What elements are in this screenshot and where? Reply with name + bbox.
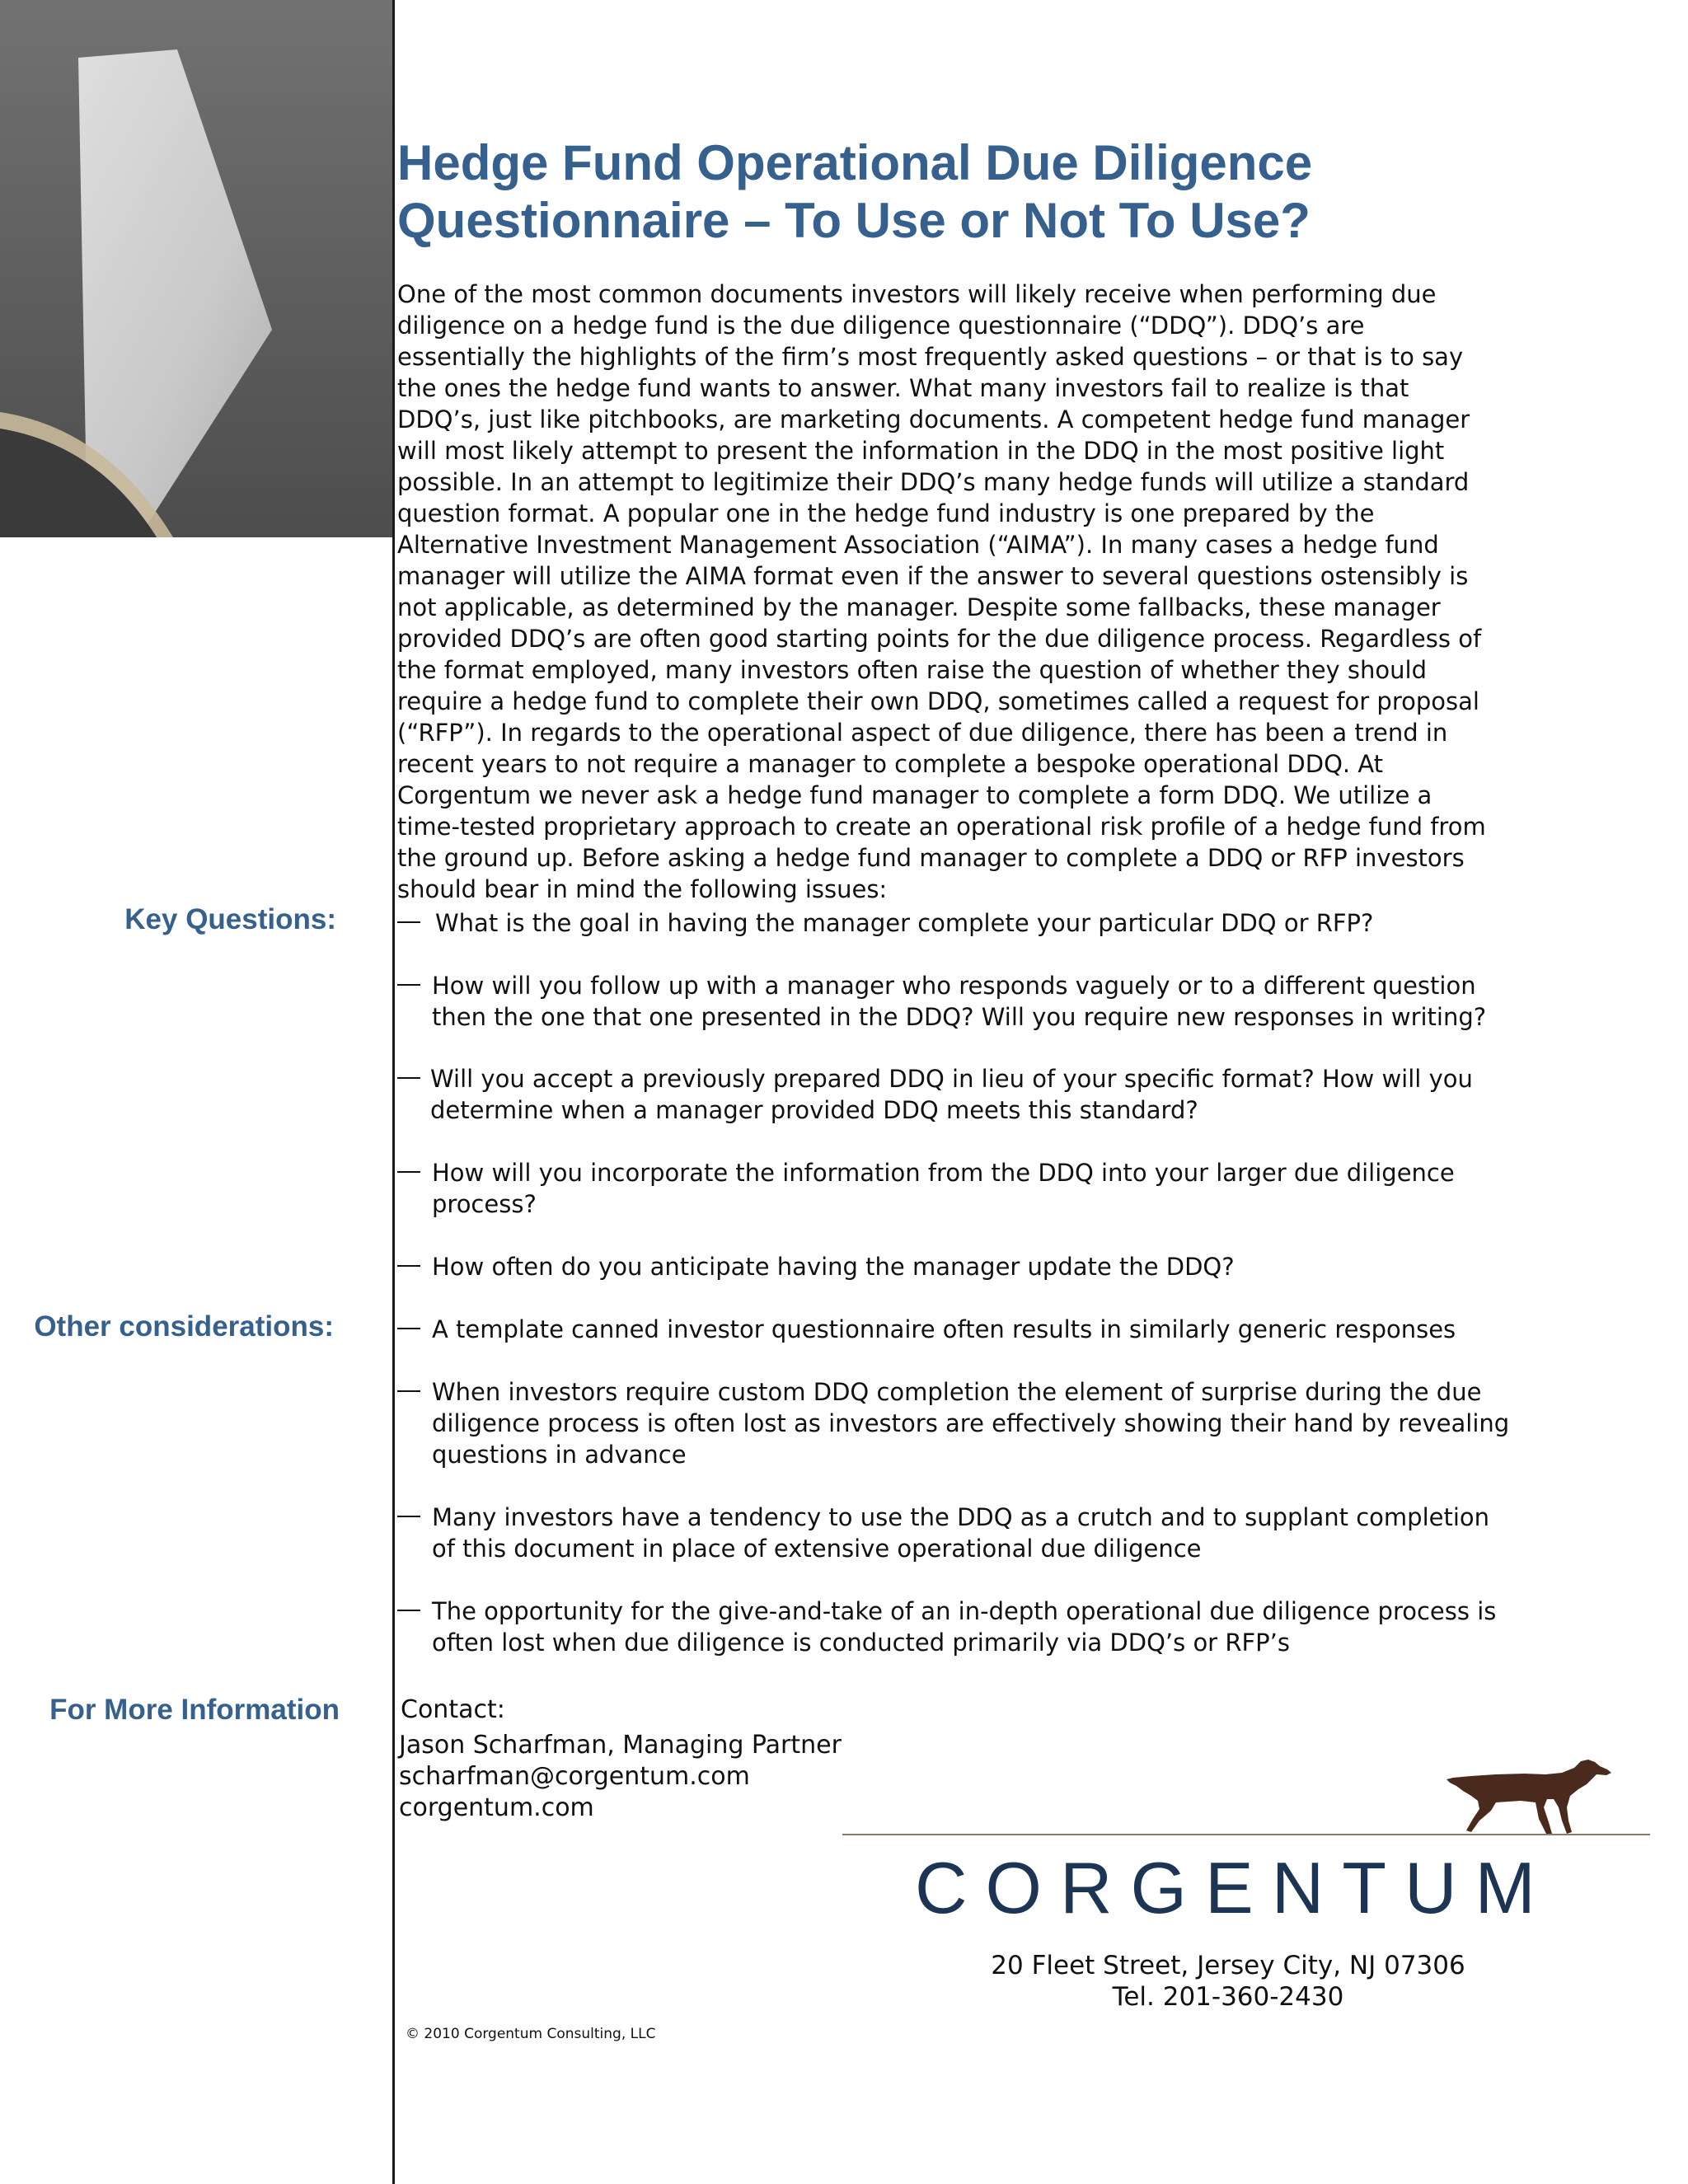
copyright: © 2010 Corgentum Consulting, LLC	[406, 2026, 656, 2042]
consideration-item: When investors require custom DDQ completion the element of surprise during the due diligence process is often lost as investors are effectively showing their hand by revealing questions in advance	[397, 1376, 1518, 1470]
key-question-item: Will you accept a previously prepared DDQ in lieu of your specific format? How will you determine when a manager provided DDQ meets this standard?	[397, 1063, 1518, 1126]
title-line-1: Hedge Fund Operational Due Diligence	[397, 135, 1313, 190]
pointer-dog-icon	[1447, 1760, 1620, 1842]
consideration-item: The opportunity for the give-and-take of an in-depth operational due diligence process is often lost when due diligence is conducted primarily via DDQ’s or RFP’s	[397, 1596, 1518, 1658]
intro-paragraph: One of the most common documents investors will likely receive when performing due diligence on a hedge fund is the due diligence questionnaire (“DDQ”). DDQ’s are essentially the highlights of the firm’s most frequently asked questions – or that is to say the ones the hedge fund wants to answer. What many investors fail to realize is that DDQ’s, just like pitchbooks, are marketing documents. A competent hedge fund manager will most likely attempt to present the information in the DDQ in the most positive light possible. In an attempt to legitimize their DDQ’s many hedge funds will utilize a standard question format. A popular one in the hedge fund industry is one prepared by the Alternative Investment Management Association (“AIMA”). In many cases a hedge fund manager will utilize the AIMA format even if the answer to several questions ostensibly is not applicable, as determined by the manager. Despite some fallbacks, these manager provided DDQ’s are often good starting points for the due diligence process. Regardless of the format employed, many investors often raise the question of whether they should require a hedge fund to complete their own DDQ, sometimes called a request for proposal (“RFP”). In regards to the operational aspect of due diligence, there has been a trend in recent years to not require a manager to complete a bespoke operational DDQ. At Corgentum we never ask a hedge fund manager to complete a form DDQ. We utilize a time-tested proprietary approach to create an operational risk profile of a hedge fund from the ground up. Before asking a hedge fund manager to complete a DDQ or RFP investors should bear in mind the following issues:	[397, 280, 1486, 903]
address-tel: Tel. 201-360-2430	[1112, 1982, 1344, 2012]
dash-bullet-icon	[397, 1265, 420, 1267]
company-wordmark: CORGENTUM	[915, 1847, 1554, 1929]
title-line-2: Questionnaire – To Use or Not To Use?	[397, 193, 1311, 248]
address-street: 20 Fleet Street, Jersey City, NJ 07306	[991, 1951, 1465, 1980]
consideration-item: Many investors have a tendency to use the DDQ as a crutch and to supplant completion of this document in place of extensive operational due diligence	[397, 1502, 1518, 1564]
key-question-item: How often do you anticipate having the manager update the DDQ?	[397, 1251, 1518, 1282]
dash-bullet-icon	[397, 1516, 420, 1517]
contact-email[interactable]: scharfman@corgentum.com	[399, 1762, 750, 1791]
page-title	[397, 134, 1551, 250]
dash-bullet-icon	[397, 1077, 420, 1079]
consideration-item: A template canned investor questionnaire often results in similarly generic responses	[397, 1314, 1518, 1345]
dash-bullet-icon	[397, 984, 420, 986]
dash-bullet-icon	[397, 1610, 420, 1611]
contact-website[interactable]: corgentum.com	[399, 1793, 594, 1822]
header-photo	[0, 0, 392, 537]
header-photo-graphic	[0, 0, 392, 537]
key-question-item: What is the goal in having the manager complete your particular DDQ or RFP?	[397, 907, 1518, 939]
logo-rule	[842, 1834, 1650, 1835]
dash-bullet-icon	[397, 1171, 420, 1173]
vertical-divider	[392, 0, 395, 2184]
contact-label: Contact:	[401, 1695, 505, 1724]
dash-bullet-icon	[397, 1390, 420, 1392]
key-questions-label: Key Questions:	[124, 903, 336, 935]
dash-bullet-icon	[397, 921, 420, 923]
dash-bullet-icon	[397, 1328, 420, 1329]
other-considerations-label: Other considerations:	[34, 1310, 334, 1343]
key-question-item: How will you follow up with a manager who responds vaguely or to a different question then the one that one presented in the DDQ? Will you require new responses in writing?	[397, 970, 1518, 1033]
key-question-item: How will you incorporate the information from the DDQ into your larger due diligence process?	[397, 1157, 1518, 1220]
more-info-label: For More Information	[49, 1694, 340, 1726]
contact-name: Jason Scharfman, Managing Partner	[399, 1731, 842, 1760]
